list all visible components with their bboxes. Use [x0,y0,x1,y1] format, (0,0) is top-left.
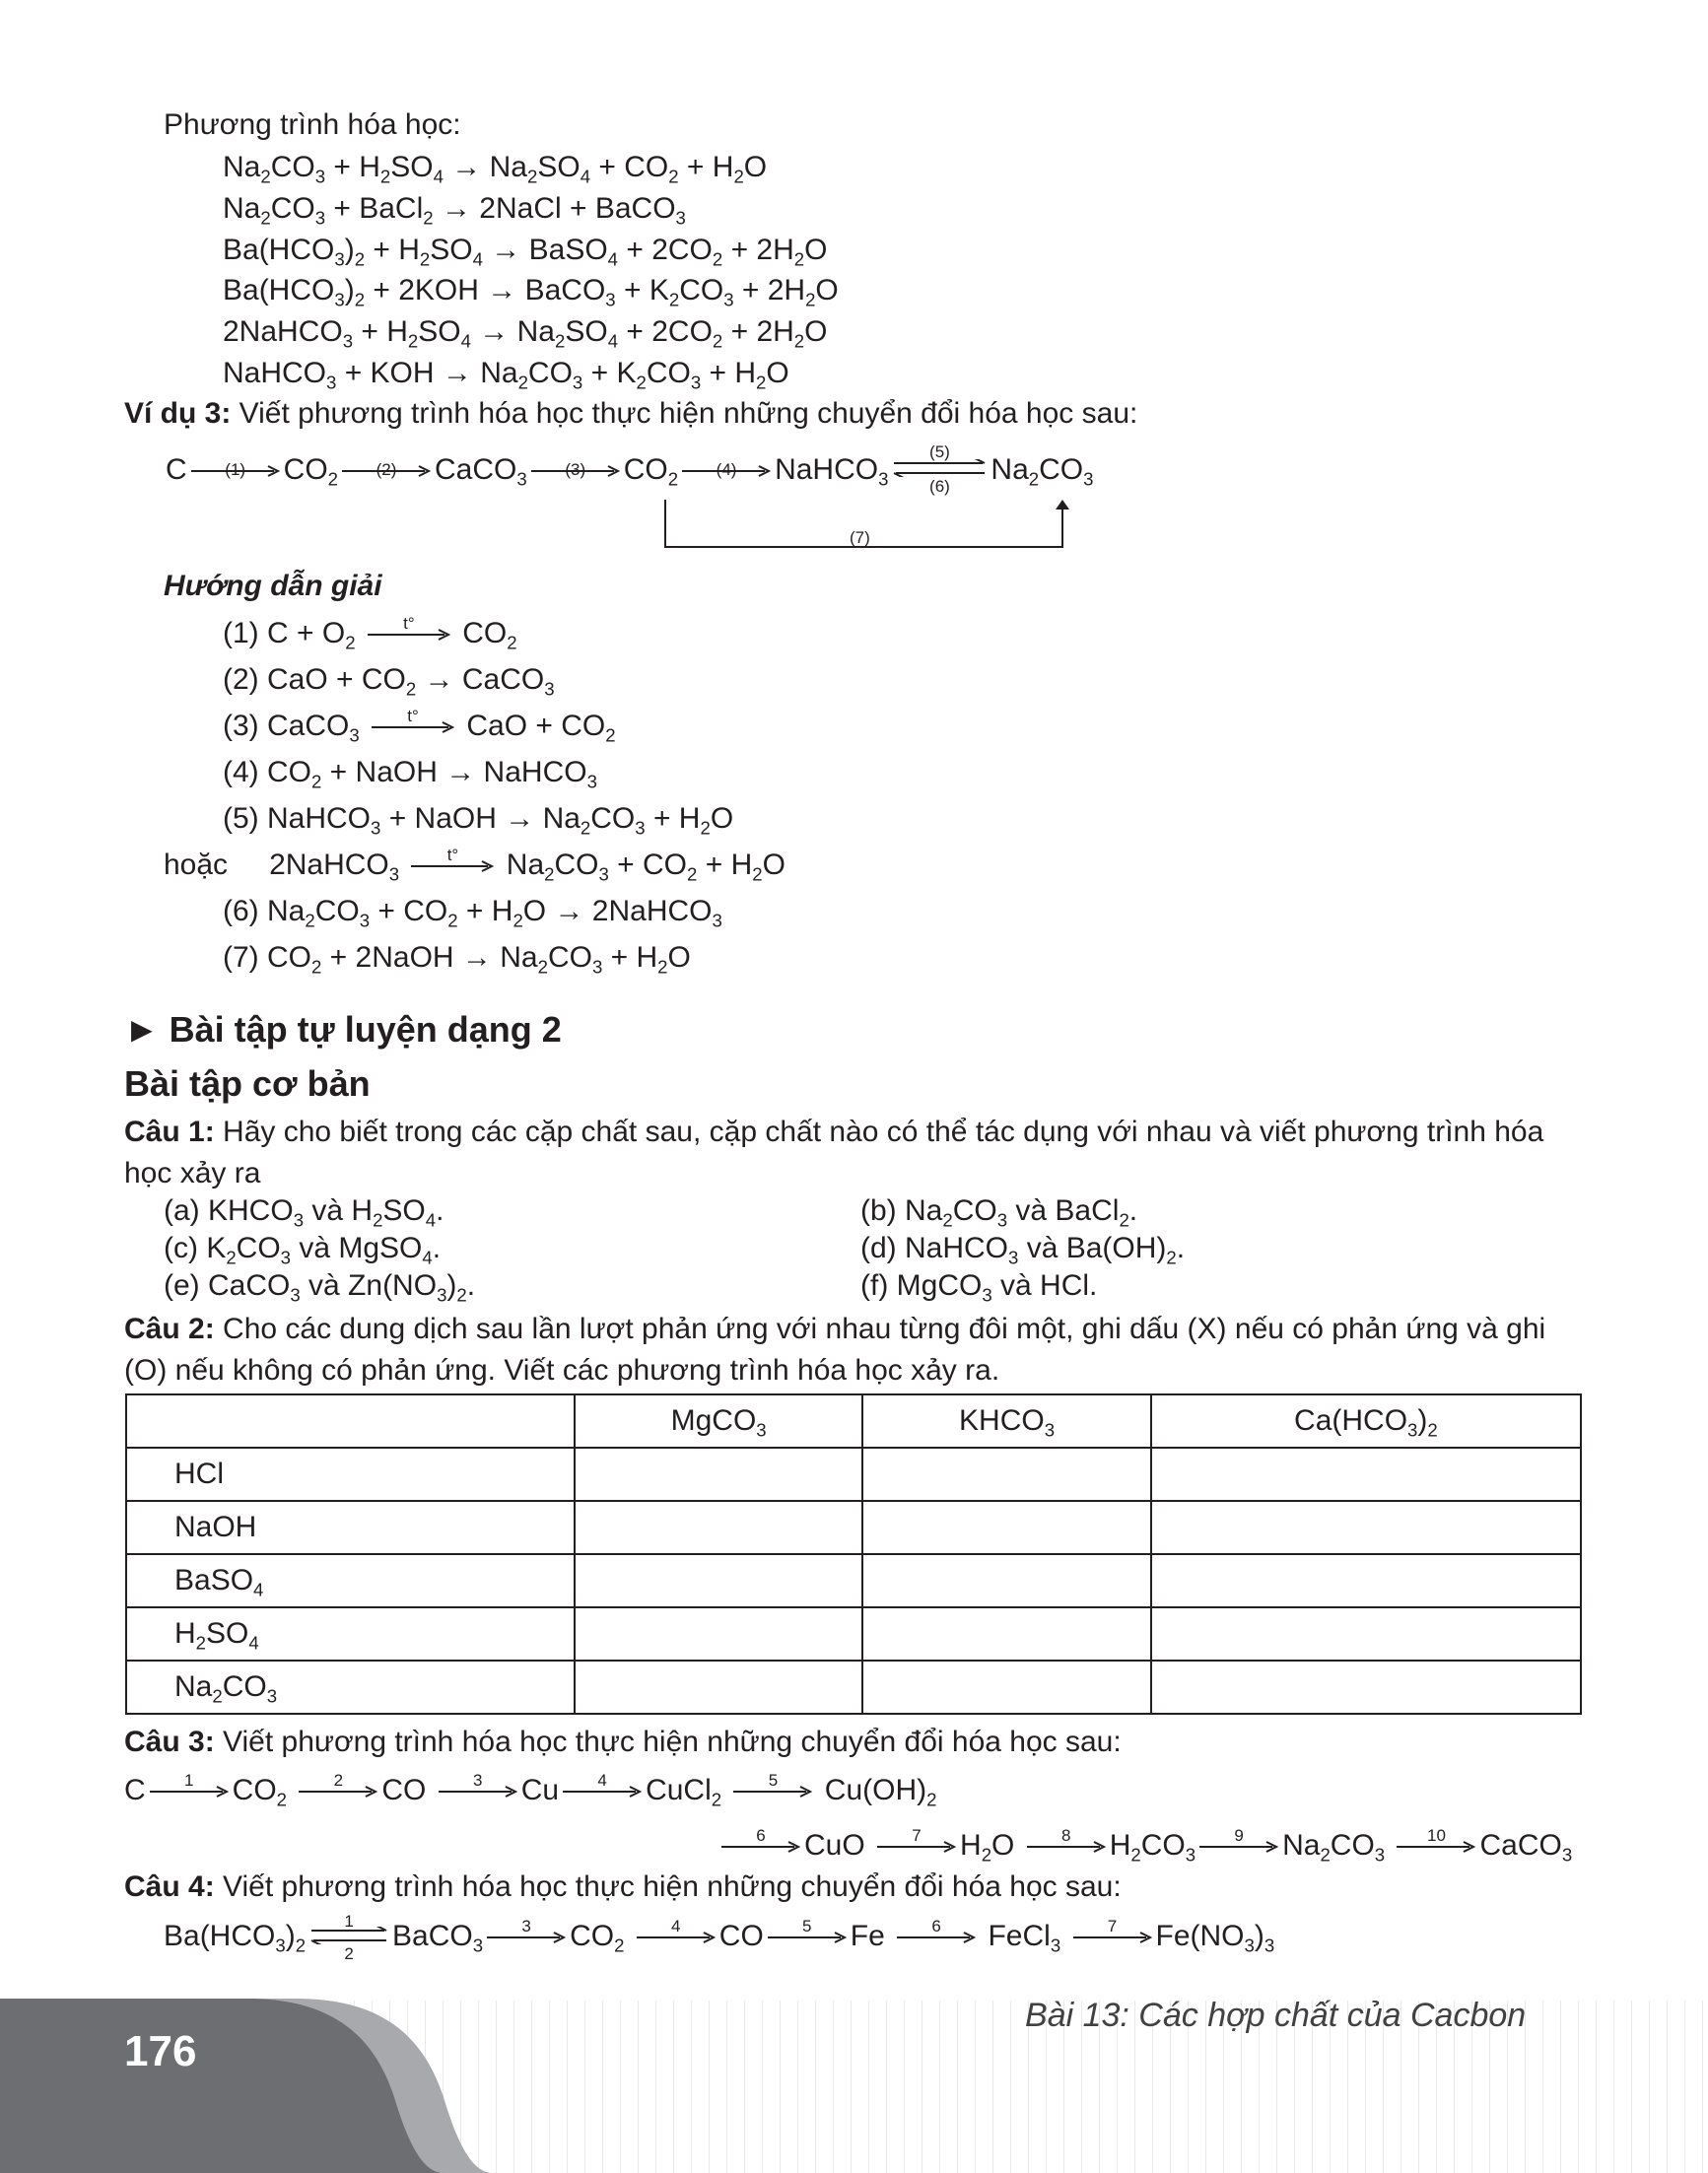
option-a: (a) $KHCO_3$ và $H_2SO_4$. [164,1194,444,1231]
equation-5: 2NaHCO$_3$ + $H_2SO_4 \to Na_2SO_4 + 2CO_2 + 2H_2O$ [223,315,828,352]
table-row [126,1501,1581,1554]
row-label: NaOH [126,1501,575,1554]
question-3-text: Viết phương trình hóa học thực hiện những chuyển đổi hóa học sau: [214,1726,1122,1758]
solution-step-2: (2) CaO + $CO_2$ → CaCO$_3$ [223,663,555,700]
answer-cell[interactable] [575,1661,862,1714]
question-1-line-2: học xảy ra [124,1157,261,1189]
answer-cell[interactable] [575,1554,862,1607]
or-label: hoặc [164,849,229,881]
table-row [126,1661,1581,1714]
lesson-title: Bài 13: Các hợp chất của Cacbon [1025,1997,1527,2034]
arrow-1: (1) [191,465,280,477]
question-4-chain: $Ba(HCO_3)_2$ 1 2 BaCO$_3$ 3 $CO_2$ 4 CO 5 Fe 6 FeCl$_3$ 7 $Fe(NO_3)_3$ [164,1912,1275,1964]
question-1-text: Hãy cho biết trong các cặp chất sau, cặp chất nào có thể tác dụng với nhau và viết phương trình hóa [214,1116,1544,1148]
solution-step-6: (6) $Na_2CO_3 + CO_2 + H_2O$ → 2NaHCO$_3$ [223,895,722,931]
question-4-text: Viết phương trình hóa học thực hiện những chuyển đổi hóa học sau: [214,1870,1122,1903]
example-3-text: Viết phương trình hóa học thực hiện những chuyển đổi hóa học sau: [231,397,1138,430]
solution-title: Hướng dẫn giải [164,570,382,602]
question-2 [124,1315,1545,1344]
arrow-7-label: (7) [850,528,870,547]
option-f: (f) MgCO$_3$ và HCl. [860,1269,1098,1306]
equation-4: $Ba(HCO_3)_2 + 2KOH$ → BaCO$_3$ + $K_2CO_3 + 2H_2O$ [223,274,839,310]
row-label: BaSO$_4$ [126,1554,575,1607]
equation-3: $Ba(HCO_3)_2 + H_2SO_4$ → BaSO$_4$ + $2CO_2 + 2H_2O$ [223,234,828,270]
row-label: $H_2SO_4$ [126,1607,575,1661]
table-row [126,1554,1581,1607]
question-4-label: Câu 4: [124,1870,215,1903]
answer-cell[interactable] [862,1501,1150,1554]
option-c: (c) $K_2CO_3$ và MgSO$_4$. [164,1232,442,1268]
question-2-line-2: (O) nếu không có phản ứng. Viết các phương trình hóa học xảy ra. [124,1354,1000,1387]
page-number-tab [0,1999,512,2173]
page-number: 176 [124,2027,197,2075]
answer-cell[interactable] [862,1448,1150,1501]
equation-2: $Na_2CO_3$ + BaCl$_2$ → 2NaCl + BaCO$_3$ [223,192,686,229]
question-4 [124,1872,1122,1902]
reaction-table [125,1393,1582,1715]
answer-cell[interactable] [575,1607,862,1661]
option-e: (e) CaCO$_3$ và $Zn(NO_3)_2$. [164,1269,476,1306]
solution-step-4: (4) $CO_2$ + NaOH → NaHCO$_3$ [223,756,597,792]
equation-1: $Na_2CO_3 + H_2SO_4 \to Na_2SO_4 + CO_2 + H_2O$ [223,151,768,187]
answer-cell[interactable] [575,1501,862,1554]
answer-cell[interactable] [862,1607,1150,1661]
equation-6: NaHCO$_3$ + KOH → $Na_2CO_3 + K_2CO_3 + H_2O$ [223,357,789,393]
table-header-cell: $KHCO_3$ [862,1394,1150,1448]
question-3-label: Câu 3: [124,1726,215,1758]
question-3 [124,1728,1122,1757]
conversion-chain: C (1) $CO_2$ (2) CaCO$_3$ (3) $CO_2$ (4) NaHCO$_3$ (5) (6) $Na_2CO_3$ [166,442,1094,497]
row-label: $Na_2CO_3$ [126,1661,575,1714]
table-header-cell: $Ca(HCO_3)_2$ [1151,1394,1581,1448]
solution-step-7: (7) $CO_2$ + 2NaOH → $Na_2CO_3 + H_2O$ [223,941,691,978]
example-3-label: Ví dụ 3: [124,397,232,430]
answer-cell[interactable] [1151,1607,1581,1661]
question-2-text: Cho các dung dịch sau lần lượt phản ứng với nhau từng đôi một, ghi dấu (X) nếu có phản ứng và ghi [214,1313,1546,1345]
option-d: (d) NaHCO$_3$ và $Ba(OH)_2$. [860,1232,1186,1268]
table-header-cell: MgCO$_3$ [575,1394,862,1448]
arrow-3: (3) [531,465,620,477]
answer-cell[interactable] [1151,1448,1581,1501]
solution-step-5-alt: hoặc 2NaHCO$_3$ t° $Na_2CO_3 + CO_2 + H_2O$ [164,846,786,885]
answer-cell[interactable] [862,1554,1150,1607]
solution-step-1: (1) $C + O_2$ t° $CO_2$ [223,614,517,653]
table-row [126,1448,1581,1501]
option-b: (b) $Na_2CO_3$ và BaCl$_2$. [860,1194,1138,1231]
section-heading: ► Bài tập tự luyện dạng 2 [124,1009,562,1050]
answer-cell[interactable] [1151,1501,1581,1554]
solution-step-5: (5) NaHCO$_3$ + NaOH → $Na_2CO_3 + H_2O$ [223,802,734,839]
solution-step-3: (3) CaCO$_3$ t° CaO + $CO_2$ [223,707,616,746]
arrow-5-6-equilibrium: (5) (6) [892,459,987,477]
question-3-chain-2: 6 CuO 7 $H_2O$ 8 $H_2CO_3$ 9 $Na_2CO_3$ 10 CaCO$_3$ [756,1826,1573,1866]
answer-cell[interactable] [1151,1554,1581,1607]
row-label: HCl [126,1448,575,1501]
question-1 [124,1118,1543,1147]
question-1-label: Câu 1: [124,1116,215,1148]
answer-cell[interactable] [862,1661,1150,1714]
equations-intro: Phương trình hóa học: [164,108,461,141]
question-3-chain-1: C 1 $CO_2$ 2 CO 3 Cu 4 CuCl$_2$ 5 $Cu(OH)_2$ [124,1771,937,1810]
table-header-row [126,1394,1581,1448]
table-corner-cell [126,1394,575,1448]
arrow-4: (4) [682,465,771,477]
example-3-statement [124,399,1137,429]
question-2-label: Câu 2: [124,1313,215,1345]
answer-cell[interactable] [575,1448,862,1501]
subsection-heading: Bài tập cơ bản [124,1063,371,1104]
arrow-2: (2) [342,465,431,477]
answer-cell[interactable] [1151,1661,1581,1714]
table-row [126,1607,1581,1661]
